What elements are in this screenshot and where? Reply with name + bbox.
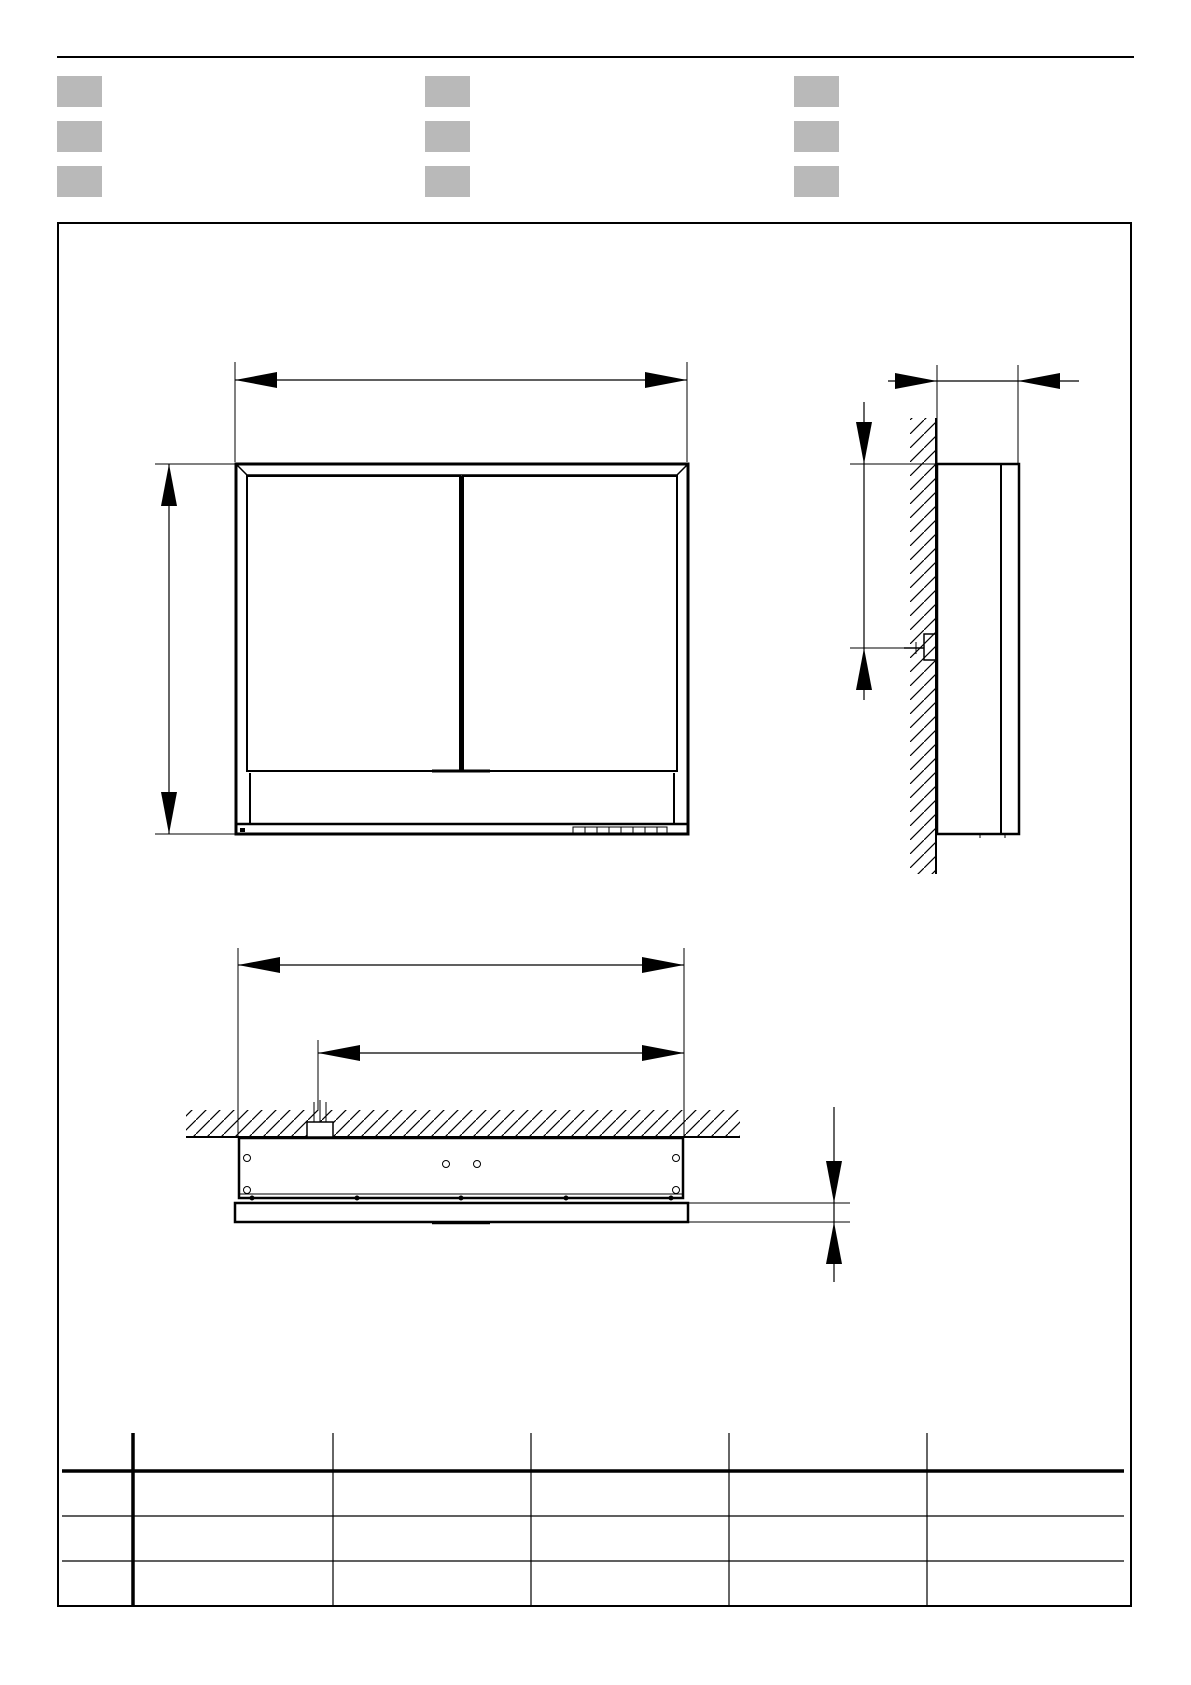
- spec-table-grid: [62, 1433, 1124, 1607]
- arrowhead: [856, 422, 872, 464]
- arrowhead: [318, 1045, 360, 1061]
- door-slab-top: [235, 1203, 688, 1222]
- cabinet-top-body: [239, 1138, 683, 1198]
- arrowhead: [161, 792, 177, 834]
- side-view: [850, 365, 1079, 874]
- arrowhead: [895, 373, 937, 389]
- wall-hatch-top: [186, 1110, 740, 1137]
- wall-hatch: [910, 418, 936, 874]
- arrowhead: [856, 648, 872, 690]
- arrowhead: [826, 1161, 842, 1203]
- arrowhead: [161, 464, 177, 506]
- arrowhead: [642, 957, 684, 973]
- arrowhead: [1018, 373, 1060, 389]
- front-view: [155, 362, 688, 834]
- right-door: [463, 476, 677, 771]
- arrowhead: [238, 957, 280, 973]
- arrowhead: [235, 372, 277, 388]
- arrowhead: [645, 372, 687, 388]
- cabinet-profile: [937, 464, 1019, 834]
- arrowhead: [642, 1045, 684, 1061]
- left-door: [247, 476, 460, 771]
- arrowhead: [826, 1222, 842, 1264]
- top-view: [186, 948, 850, 1282]
- top-bracket: [307, 1122, 333, 1137]
